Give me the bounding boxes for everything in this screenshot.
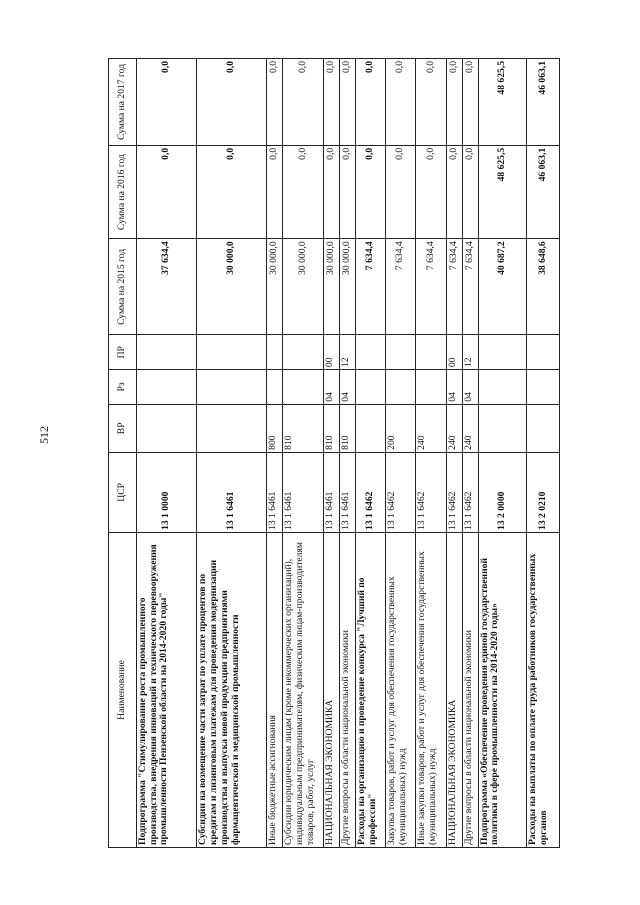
- row-name: Субсидии на возмещение части затрат по уплате процентов по кредитам и лизинговым платежам для проведения модернизации производства и выпуска новой продукции предприятиями фармацевтической и медицинской промышленности: [197, 532, 267, 847]
- row-vr: [197, 404, 267, 452]
- row-csr: 13 1 6461: [267, 452, 283, 532]
- table-row: [462, 59, 478, 848]
- row-vr: 810: [340, 404, 356, 452]
- row-sum2017: 0,0: [267, 59, 283, 146]
- row-sum2015: 30 000,0: [267, 239, 283, 335]
- table-row: [197, 59, 267, 848]
- table-row: [283, 59, 324, 848]
- table-row: [446, 59, 462, 848]
- row-pr: [197, 335, 267, 370]
- row-csr: 13 1 6462: [416, 452, 446, 532]
- row-vr: [137, 404, 197, 452]
- row-sum2017: 0,0: [324, 59, 340, 146]
- row-name: Расходы на выплаты по оплате труда работников государственных органов: [527, 532, 560, 847]
- row-vr: 240: [446, 404, 462, 452]
- row-csr: 13 1 6461: [340, 452, 356, 532]
- row-csr: 13 1 6462: [446, 452, 462, 532]
- row-sum2016: 0,0: [446, 145, 462, 238]
- row-csr: 13 1 6461: [283, 452, 324, 532]
- header-sum2015: Сумма на 2015 год: [109, 239, 137, 335]
- row-sum2016: 0,0: [267, 145, 283, 238]
- rotated-page: [108, 58, 560, 848]
- table-row: [324, 59, 340, 848]
- page-number: 512: [37, 426, 51, 444]
- row-rz: 04: [340, 370, 356, 405]
- row-sum2015: 38 648,6: [527, 239, 560, 335]
- row-pr: [283, 335, 324, 370]
- header-sum2016: Сумма на 2016 год: [109, 145, 137, 238]
- row-pr: [137, 335, 197, 370]
- row-sum2017: 0,0: [355, 59, 385, 146]
- row-vr: 800: [267, 404, 283, 452]
- row-name: Субсидии юридическим лицам (кроме некоммерческих организаций), индивидуальным предпринимателям, физическим лицам-производителям товаров, работ, услуг: [283, 532, 324, 847]
- row-vr: 240: [416, 404, 446, 452]
- row-sum2016: 0,0: [340, 145, 356, 238]
- row-sum2017: 0,0: [340, 59, 356, 146]
- row-vr: 810: [324, 404, 340, 452]
- row-rz: 04: [462, 370, 478, 405]
- row-sum2017: 48 625,5: [478, 59, 527, 146]
- row-csr: 13 2 0210: [527, 452, 560, 532]
- row-rz: [267, 370, 283, 405]
- row-pr: 00: [446, 335, 462, 370]
- row-sum2015: 7 634,4: [462, 239, 478, 335]
- row-sum2015: 30 000,0: [324, 239, 340, 335]
- row-sum2016: 0,0: [355, 145, 385, 238]
- row-name: Подпрограмма "Стимулирование роста промышленного производства, внедрения инноваций и технического перевооружения промышленности Пензенской области на 2014-2020 годы": [137, 532, 197, 847]
- row-vr: 240: [462, 404, 478, 452]
- row-name: Иные закупки товаров, работ и услуг для обеспечения государственных (муниципальных) нужд: [416, 532, 446, 847]
- row-vr: [527, 404, 560, 452]
- row-csr: 13 1 6462: [355, 452, 385, 532]
- row-name: Подпрограмма «Обеспечение проведения единой государственной политики в сфере промышленности на 2014-2020 годы»: [478, 532, 527, 847]
- table-row: [267, 59, 283, 848]
- row-sum2017: 0,0: [197, 59, 267, 146]
- row-sum2017: 0,0: [462, 59, 478, 146]
- table-row: [527, 59, 560, 848]
- row-rz: [386, 370, 416, 405]
- row-sum2017: 0,0: [386, 59, 416, 146]
- row-name: НАЦИОНАЛЬНАЯ ЭКОНОМИКА: [446, 532, 462, 847]
- row-name: Другие вопросы в области национальной экономики: [462, 532, 478, 847]
- row-vr: [478, 404, 527, 452]
- row-sum2016: 0,0: [324, 145, 340, 238]
- row-rz: 04: [446, 370, 462, 405]
- budget-table: [108, 58, 560, 848]
- row-csr: 13 1 0000: [137, 452, 197, 532]
- row-sum2016: 48 625,5: [478, 145, 527, 238]
- row-rz: [355, 370, 385, 405]
- row-sum2015: 30 000,0: [340, 239, 356, 335]
- row-csr: 13 1 6461: [324, 452, 340, 532]
- row-pr: [267, 335, 283, 370]
- row-sum2015: 30 000,0: [197, 239, 267, 335]
- row-sum2015: 40 687,2: [478, 239, 527, 335]
- row-sum2015: 30 000,0: [283, 239, 324, 335]
- row-pr: [416, 335, 446, 370]
- row-pr: [386, 335, 416, 370]
- table-header-row: [109, 59, 137, 848]
- row-csr: 13 1 6461: [197, 452, 267, 532]
- row-pr: 12: [340, 335, 356, 370]
- row-rz: [527, 370, 560, 405]
- row-sum2017: 0,0: [416, 59, 446, 146]
- row-rz: [197, 370, 267, 405]
- row-pr: [527, 335, 560, 370]
- row-name: Расходы на организацию и проведение конкурса "Лучший по профессии": [355, 532, 385, 847]
- row-sum2015: 7 634,4: [446, 239, 462, 335]
- row-sum2015: 37 634,4: [137, 239, 197, 335]
- table-row: [355, 59, 385, 848]
- table-row: [386, 59, 416, 848]
- row-sum2016: 0,0: [386, 145, 416, 238]
- table-body: [137, 59, 560, 848]
- row-rz: [416, 370, 446, 405]
- row-pr: [478, 335, 527, 370]
- row-csr: 13 1 6462: [462, 452, 478, 532]
- row-csr: 13 1 6462: [386, 452, 416, 532]
- header-csr: ЦСР: [109, 452, 137, 532]
- row-rz: 04: [324, 370, 340, 405]
- header-sum2017: Сумма на 2017 год: [109, 59, 137, 146]
- header-vr: ВР: [109, 404, 137, 452]
- row-sum2015: 7 634,4: [416, 239, 446, 335]
- row-name: Иные бюджетные ассигнования: [267, 532, 283, 847]
- header-pr: ПР: [109, 335, 137, 370]
- row-sum2016: 0,0: [462, 145, 478, 238]
- row-sum2017: 46 063,1: [527, 59, 560, 146]
- row-name: Закупка товаров, работ и услуг для обеспечения государственных (муниципальных) нужд: [386, 532, 416, 847]
- table-row: [137, 59, 197, 848]
- row-vr: 810: [283, 404, 324, 452]
- row-rz: [137, 370, 197, 405]
- row-sum2016: 46 063,1: [527, 145, 560, 238]
- row-pr: 00: [324, 335, 340, 370]
- row-sum2017: 0,0: [283, 59, 324, 146]
- row-sum2016: 0,0: [137, 145, 197, 238]
- row-rz: [283, 370, 324, 405]
- row-sum2017: 0,0: [446, 59, 462, 146]
- row-sum2016: 0,0: [283, 145, 324, 238]
- row-sum2017: 0,0: [137, 59, 197, 146]
- row-name: Другие вопросы в области национальной экономики: [340, 532, 356, 847]
- row-name: НАЦИОНАЛЬНАЯ ЭКОНОМИКА: [324, 532, 340, 847]
- row-sum2015: 7 634,4: [355, 239, 385, 335]
- table-row: [340, 59, 356, 848]
- row-vr: [355, 404, 385, 452]
- row-csr: 13 2 0000: [478, 452, 527, 532]
- header-name: Наименование: [109, 532, 137, 847]
- row-pr: [355, 335, 385, 370]
- row-sum2015: 7 634,4: [386, 239, 416, 335]
- row-pr: 12: [462, 335, 478, 370]
- row-rz: [478, 370, 527, 405]
- row-vr: 200: [386, 404, 416, 452]
- table-row: [478, 59, 527, 848]
- row-sum2016: 0,0: [416, 145, 446, 238]
- row-sum2016: 0,0: [197, 145, 267, 238]
- table-row: [416, 59, 446, 848]
- header-rz: Рз: [109, 370, 137, 405]
